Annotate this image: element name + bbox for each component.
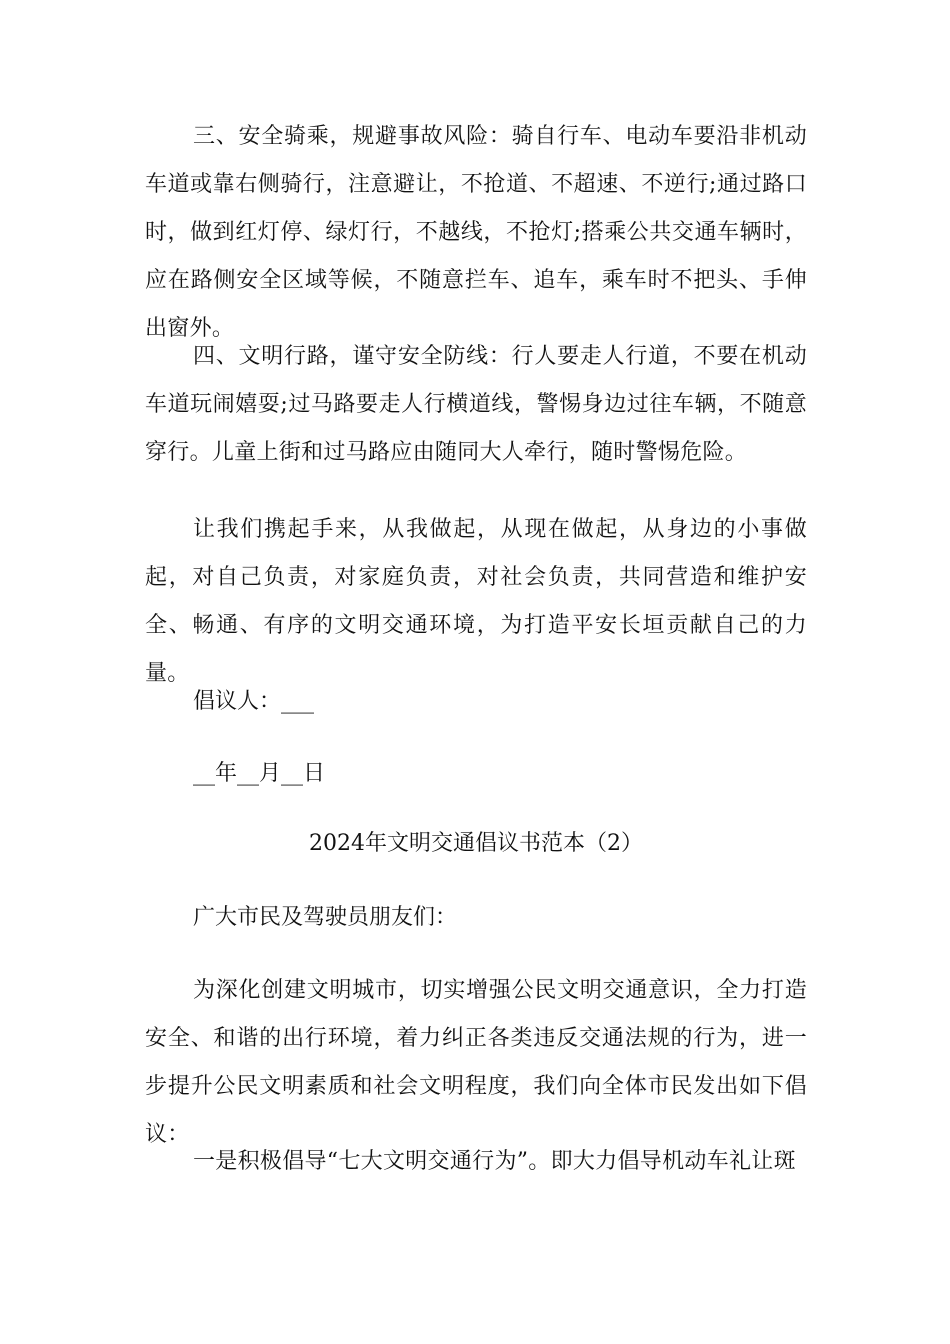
paragraph-safe-riding: 三、安全骑乘，规避事故风险：骑自行车、电动车要沿非机动车道或靠右侧骑行，注意避让，不抢道、不超速、不逆行;通过路口时，做到红灯停、绿灯行，不越线，不抢灯;搭乘公共交通车辆时，应在路侧安全区域等候，不随意拦车、追车，乘车时不把头、手伸出窗外。 [145, 124, 807, 341]
date-line: __年__月__日 [193, 761, 326, 786]
greeting: 广大市民及驾驶员朋友们： [193, 905, 458, 930]
paragraph-intro: 为深化创建文明城市，切实增强公民文明交通意识，全力打造安全、和谐的出行环境，着力纠正各类违反交通法规的行为，进一步提升公民文明素质和社会文明程度，我们向全体市民发出如下倡议： [145, 978, 807, 1147]
paragraph-civil-walking: 四、文明行路，谨守安全防线：行人要走人行道，不要在机动车道玩闹嬉耍;过马路要走人行横道线，警惕身边过往车辆，不随意穿行。儿童上街和过马路应由随同大人牵行，随时警惕危险。 [145, 344, 807, 465]
paragraph-call-to-action: 让我们携起手来，从我做起，从现在做起，从身边的小事做起，对自己负责，对家庭负责，对社会负责，共同营造和维护安全、畅通、有序的文明交通环境，为打造平安长垣贡献自己的力量。 [145, 517, 807, 686]
signer-line: 倡议人：___ [193, 689, 315, 714]
paragraph-first-proposal: 一是积极倡导“七大文明交通行为”。即大力倡导机动车礼让斑 [193, 1149, 796, 1174]
section-title: 2024年文明交通倡议书范本（2） [309, 831, 643, 856]
